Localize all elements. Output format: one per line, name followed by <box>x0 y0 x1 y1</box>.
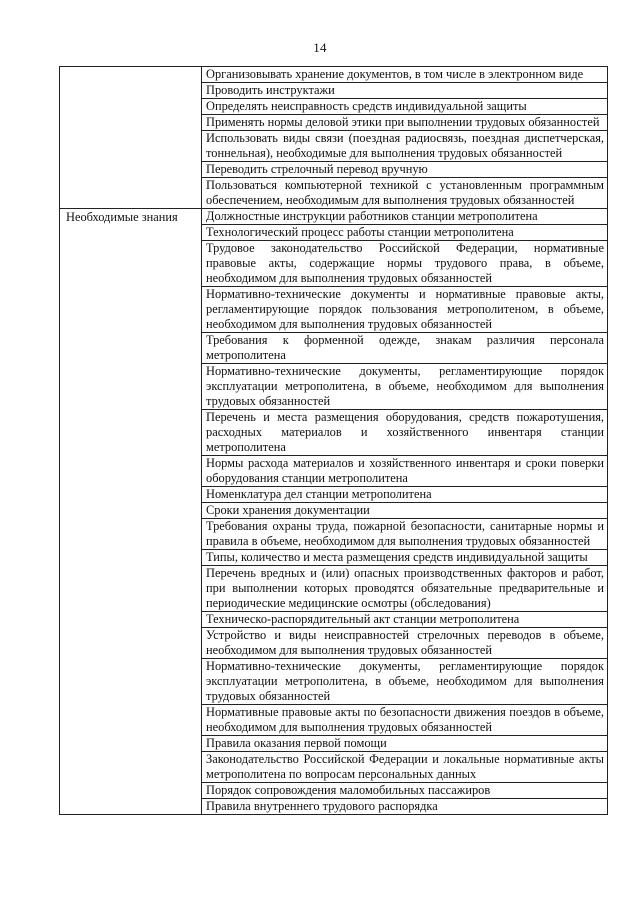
knowledge-label-cell <box>60 209 202 815</box>
skill-item: Определять неисправность средств индивидуальной защиты <box>202 99 608 115</box>
knowledge-item: Правила оказания первой помощи <box>202 736 608 752</box>
knowledge-item: Номенклатура дел станции метрополитена <box>202 487 608 503</box>
knowledge-item: Техническо-распорядительный акт станции метрополитена <box>202 612 608 628</box>
skill-item: Проводить инструктажи <box>202 83 608 99</box>
knowledge-item: Типы, количество и места размещения средств индивидуальной защиты <box>202 550 608 566</box>
page-number: 14 <box>313 40 327 55</box>
knowledge-item: Нормативно-технические документы, регламентирующие порядок эксплуатации метрополитена, в объеме, необходимом для выполнения трудовых обязанностей <box>202 659 608 705</box>
skill-item: Применять нормы деловой этики при выполнении трудовых обязанностей <box>202 115 608 131</box>
knowledge-item: Перечень и места размещения оборудования, средств пожаротушения, расходных материалов и хозяйственного инвентаря станции метрополитена <box>202 410 608 456</box>
knowledge-item: Перечень вредных и (или) опасных производственных факторов и работ, при выполнении которых проводятся обязательные предварительные и периодические медицинские осмотры (обследования) <box>202 566 608 612</box>
knowledge-item: Правила внутреннего трудового распорядка <box>202 799 608 815</box>
knowledge-item: Законодательство Российской Федерации и локальные нормативные акты метрополитена по вопросам персональных данных <box>202 752 608 783</box>
skill-item: Пользоваться компьютерной техникой с установленным программным обеспечением, необходимым для выполнения трудовых обязанностей <box>202 178 608 209</box>
knowledge-item: Нормативно-технические документы, регламентирующие порядок эксплуатации метрополитена, в объеме, необходимом для выполнения трудовых обязанностей <box>202 364 608 410</box>
competency-table <box>59 66 608 815</box>
knowledge-item: Порядок сопровождения маломобильных пассажиров <box>202 783 608 799</box>
skill-item: Использовать виды связи (поездная радиосвязь, поездная диспетчерская, тоннельная), необходимые для выполнения трудовых обязанностей <box>202 131 608 162</box>
knowledge-item: Требования к форменной одежде, знакам различия персонала метрополитена <box>202 333 608 364</box>
knowledge-item: Должностные инструкции работников станции метрополитена <box>202 209 608 225</box>
skills-label-cell <box>60 67 202 209</box>
knowledge-label: Необходимые знания <box>66 210 178 224</box>
skill-item: Организовывать хранение документов, в том числе в электронном виде <box>202 67 608 83</box>
knowledge-item: Требования охраны труда, пожарной безопасности, санитарные нормы и правила в объеме, необходимом для выполнения трудовых обязанностей <box>202 519 608 550</box>
knowledge-item: Нормативные правовые акты по безопасности движения поездов в объеме, необходимом для выполнения трудовых обязанностей <box>202 705 608 736</box>
knowledge-item: Нормы расхода материалов и хозяйственного инвентаря и сроки поверки оборудования станции метрополитена <box>202 456 608 487</box>
knowledge-item: Устройство и виды неисправностей стрелочных переводов в объеме, необходимом для выполнения трудовых обязанностей <box>202 628 608 659</box>
knowledge-item: Трудовое законодательство Российской Федерации, нормативные правовые акты, содержащие нормы трудового права, в объеме, необходимом для выполнения трудовых обязанностей <box>202 241 608 287</box>
table-row <box>60 67 608 83</box>
knowledge-item: Нормативно-технические документы и нормативные правовые акты, регламентирующие порядок пользования метрополитеном, в объеме, необходимом для выполнения трудовых обязанностей <box>202 287 608 333</box>
table-row <box>60 209 608 225</box>
table-body <box>60 67 608 815</box>
knowledge-item: Сроки хранения документации <box>202 503 608 519</box>
skills-label <box>66 67 198 68</box>
skill-item: Переводить стрелочный перевод вручную <box>202 162 608 178</box>
knowledge-item: Технологический процесс работы станции метрополитена <box>202 225 608 241</box>
